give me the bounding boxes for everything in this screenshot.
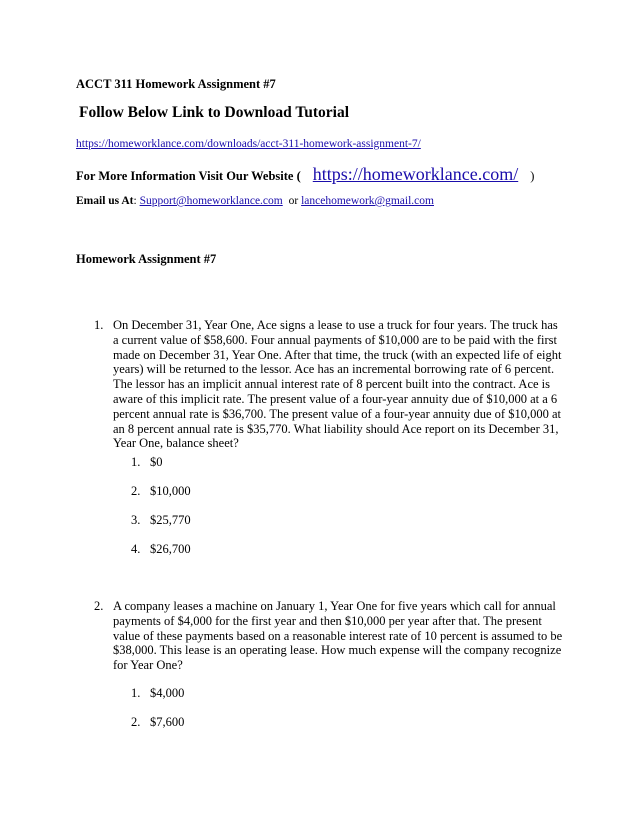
course-title: ACCT 311 Homework Assignment #7 — [76, 77, 276, 91]
choice-number: 2. — [131, 715, 141, 729]
more-info-line — [76, 164, 534, 186]
question-number: 2. — [94, 599, 104, 613]
choice-number: 3. — [131, 513, 141, 527]
question-text: On December 31, Year One, Ace signs a lease to use a truck for four years. The truck has a current value of $58,600. Four annual payments of $10,000 are to be paid with the first made on December 31, Year One. After that time, the truck (with an expected life of eight years) will be returned to the lessor. Ace has an incremental borrowing rate of 6 percent. The lessor has an implicit annual interest rate of 8 percent built into the contract. Ace is aware of this implicit rate. The present value of a four-year annuity due of $10,000 at a 6 percent annual rate is $36,700. The present value of a four-year annuity due of $10,000 at an 8 percent annual rate is $35,770. What liability should Ace report on its December 31, Year One, balance sheet? — [113, 318, 562, 451]
choice-text: $25,770 — [150, 513, 191, 527]
email-or: or — [288, 195, 299, 207]
answer-choice — [131, 455, 163, 470]
answer-choice — [131, 686, 184, 701]
email-label: Email us At — [76, 195, 134, 207]
choice-text: $7,600 — [150, 715, 185, 729]
section-title: Homework Assignment #7 — [76, 252, 217, 266]
email-colon: : — [133, 195, 137, 207]
answer-choice — [131, 542, 191, 557]
more-info-close: ) — [530, 169, 535, 183]
answer-choice — [131, 484, 191, 499]
choice-text: $10,000 — [150, 484, 191, 498]
email-line — [76, 195, 434, 207]
answer-choice — [131, 715, 184, 730]
more-info-label: For More Information Visit Our Website ( — [76, 169, 301, 183]
choice-text: $4,000 — [150, 686, 185, 700]
choice-number: 1. — [131, 686, 141, 700]
choice-number: 1. — [131, 455, 141, 469]
question-text: A company leases a machine on January 1, Year One for five years which call for annual payments of $4,000 for the first year and then $10,000 per year after that. The present value of these payments based on a reasonable interest rate of 10 percent is assumed to be $38,000. This lease is an operating lease. How much expense will the company recognize for Year One? — [113, 599, 563, 673]
email-primary-link[interactable]: Support@homeworklance.com — [139, 195, 283, 207]
choice-text: $26,700 — [150, 542, 191, 556]
tutorial-heading: Follow Below Link to Download Tutorial — [79, 104, 350, 121]
choice-number: 4. — [131, 542, 141, 556]
website-link[interactable]: https://homeworklance.com/ — [312, 164, 519, 184]
tutorial-link[interactable]: https://homeworklance.com/downloads/acct-311-homework-assignment-7/ — [76, 138, 421, 150]
answer-choice — [131, 513, 191, 528]
choice-number: 2. — [131, 484, 141, 498]
question-number: 1. — [94, 318, 104, 332]
choice-text: $0 — [150, 455, 163, 469]
email-secondary-link[interactable]: lancehomework@gmail.com — [301, 195, 434, 207]
